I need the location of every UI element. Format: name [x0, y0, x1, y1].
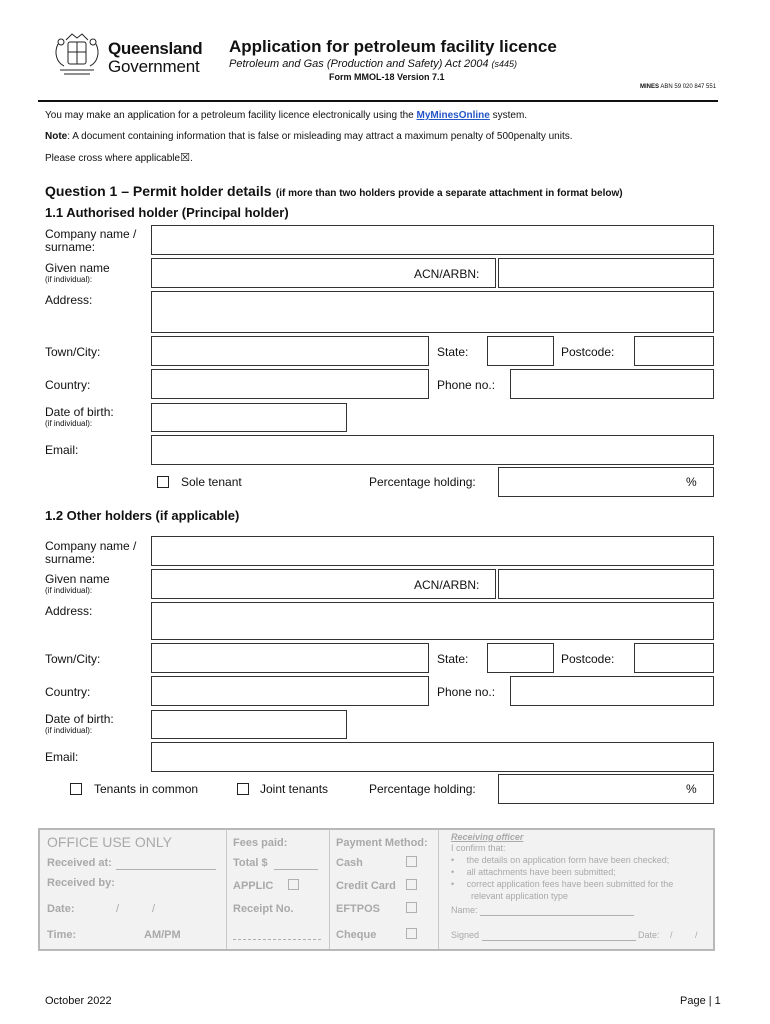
postcode-field-1-2[interactable]	[634, 643, 714, 673]
acn-field-1-2[interactable]	[498, 569, 714, 599]
company-label-1-2	[45, 540, 136, 566]
intro-text: You may make an application for a petroleum facility licence electronically using the	[45, 110, 414, 121]
company-label-line2: surname:	[45, 552, 96, 566]
given-label-sub: (if individual):	[45, 586, 93, 595]
dob-label-1-1	[45, 406, 114, 429]
country-field-1-2[interactable]	[151, 676, 429, 706]
office-title: OFFICE USE ONLY	[47, 834, 172, 850]
email-label-1-1: Email:	[45, 443, 79, 457]
address-label-1-1: Address:	[45, 293, 93, 307]
postcode-label-1-1: Postcode:	[561, 345, 615, 359]
given-label-1-2	[45, 573, 110, 596]
pct-field-1-1[interactable]	[498, 467, 714, 497]
eftpos-label: EFTPOS	[336, 903, 381, 915]
dob-field-1-1[interactable]	[151, 403, 347, 432]
email-field-1-2[interactable]	[151, 742, 714, 772]
time-label: Time:	[47, 929, 77, 941]
town-label-1-1: Town/City:	[45, 345, 101, 359]
pct-field-1-2[interactable]	[498, 774, 714, 804]
pct-label-1-1: Percentage holding:	[369, 475, 476, 489]
phone-field-1-2[interactable]	[510, 676, 714, 706]
intro-line	[45, 110, 527, 121]
total-line	[274, 869, 318, 870]
postcode-label-1-2: Postcode:	[561, 652, 615, 666]
postcode-field-1-1[interactable]	[634, 336, 714, 366]
address-field-1-2[interactable]	[151, 602, 714, 640]
company-name-field-1-1[interactable]	[151, 225, 714, 255]
pct-unit-1-2: %	[686, 782, 697, 796]
state-field-1-2[interactable]	[487, 643, 554, 673]
town-field-1-2[interactable]	[151, 643, 429, 673]
address-field-1-1[interactable]	[151, 291, 714, 333]
state-label-1-1: State:	[437, 345, 469, 359]
coat-of-arms-icon	[52, 30, 102, 78]
applic-label: APPLIC	[233, 880, 274, 892]
phone-label-1-2: Phone no.:	[437, 685, 496, 699]
brand-line-1: Queensland	[108, 39, 203, 58]
total-label: Total $	[233, 857, 268, 869]
dob-label-text: Date of birth:	[45, 712, 114, 726]
acn-label-1-2: ACN/ARBN:	[414, 578, 480, 592]
cheque-checkbox[interactable]	[406, 928, 417, 939]
ampm-label: AM/PM	[144, 929, 181, 941]
company-label-line2: surname:	[45, 240, 96, 254]
name-line	[480, 915, 634, 916]
note-label: Note	[45, 131, 68, 142]
act-name: Petroleum and Gas (Production and Safety) Act 2004	[229, 58, 489, 70]
brand-line-2: Government	[108, 57, 200, 76]
applic-checkbox[interactable]	[288, 879, 299, 890]
pct-unit-1-1: %	[686, 475, 697, 489]
dob-label-sub: (if individual):	[45, 726, 93, 735]
section-1-1-heading: 1.1 Authorised holder (Principal holder)	[45, 205, 289, 220]
date2-sep: / /	[670, 930, 698, 940]
section-1-2-heading: 1.2 Other holders (if applicable)	[45, 508, 240, 523]
signed-line	[482, 940, 636, 941]
act-reference	[229, 58, 517, 70]
question1-title: Question 1 – Permit holder details	[45, 183, 272, 199]
address-label-1-2: Address:	[45, 604, 93, 618]
company-label-line1: Company name /	[45, 227, 137, 241]
cheque-label: Cheque	[336, 929, 377, 941]
cross-instruction	[45, 151, 193, 164]
qld-government-logo	[52, 30, 212, 78]
footer-date: October 2022	[45, 995, 112, 1007]
given-label-sub: (if individual):	[45, 275, 93, 284]
myminesonline-link[interactable]: MyMinesOnline	[416, 110, 490, 121]
tenants-in-common-label: Tenants in common	[94, 782, 199, 796]
page-title: Application for petroleum facility licence	[229, 37, 557, 56]
header-rule	[38, 100, 718, 102]
dob-label-text: Date of birth:	[45, 405, 114, 419]
received-at-line	[116, 869, 216, 870]
cross-text: Please cross where applicable	[45, 153, 181, 164]
abn-prefix: MINES	[640, 84, 660, 90]
pct-label-1-2: Percentage holding:	[369, 782, 476, 796]
country-field-1-1[interactable]	[151, 369, 429, 399]
question1-note: (if more than two holders provide a separate attachment in format below)	[275, 188, 623, 199]
company-name-field-1-2[interactable]	[151, 536, 714, 566]
phone-field-1-1[interactable]	[510, 369, 714, 399]
email-label-1-2: Email:	[45, 750, 79, 764]
cross-end: .	[189, 153, 193, 164]
state-label-1-2: State:	[437, 652, 469, 666]
credit-card-label: Credit Card	[336, 880, 396, 892]
country-label-1-2: Country:	[45, 685, 91, 699]
dob-label-sub: (if individual):	[45, 419, 93, 428]
company-label-1-1	[45, 228, 136, 254]
name-label: Name:	[451, 905, 478, 915]
credit-card-checkbox[interactable]	[406, 879, 417, 890]
signed-label: Signed	[451, 930, 480, 940]
confirm-label: I confirm that:	[451, 843, 506, 853]
bullet-1: • the details on application form have been checked;	[451, 855, 670, 865]
cash-checkbox[interactable]	[406, 856, 417, 867]
crossed-box-icon: ☒	[180, 151, 190, 164]
office-divider	[226, 830, 227, 949]
bullet-2: • all attachments have been submitted;	[451, 867, 616, 877]
abn-number: ABN 59 020 847 551	[660, 84, 717, 90]
cash-label: Cash	[336, 857, 363, 869]
question1-heading	[45, 183, 623, 201]
intro-suffix: system.	[492, 110, 528, 121]
note-line	[45, 131, 573, 142]
payment-method-label: Payment Method:	[336, 837, 428, 849]
office-use-box	[38, 828, 715, 951]
joint-tenants-label: Joint tenants	[260, 782, 329, 796]
bullet-3-text: correct application fees have been submitted for the	[466, 879, 674, 889]
sole-tenant-label: Sole tenant	[181, 475, 242, 489]
office-divider	[438, 830, 439, 949]
act-section: (s445)	[491, 59, 518, 69]
tenants-in-common-checkbox[interactable]	[70, 783, 82, 795]
town-field-1-1[interactable]	[151, 336, 429, 366]
joint-tenants-checkbox[interactable]	[237, 783, 249, 795]
given-label-text: Given name	[45, 261, 110, 275]
country-label-1-1: Country:	[45, 378, 91, 392]
email-field-1-1[interactable]	[151, 435, 714, 465]
received-by-label: Received by:	[47, 877, 115, 889]
town-label-1-2: Town/City:	[45, 652, 101, 666]
fees-paid-label: Fees paid:	[233, 837, 288, 849]
acn-label-1-1: ACN/ARBN:	[414, 267, 480, 281]
received-at-label: Received at:	[47, 857, 112, 869]
eftpos-checkbox[interactable]	[406, 902, 417, 913]
bullet-1-text: the details on application form have been checked;	[466, 855, 670, 865]
receiving-officer-label: Receiving officer	[451, 832, 524, 842]
form-id: Form MMOL-18 Version 7.1	[329, 72, 445, 82]
receipt-line	[233, 939, 321, 940]
bullet-3: • correct application fees have been submitted for the	[451, 879, 674, 889]
sole-tenant-checkbox[interactable]	[157, 476, 169, 488]
state-field-1-1[interactable]	[487, 336, 554, 366]
date-sep-1: /	[116, 903, 120, 915]
note-text: : A document containing information that is false or misleading may attract a maximum penalty of 500penalty units.	[67, 131, 573, 142]
company-label-line1: Company name /	[45, 539, 137, 553]
footer-page: Page | 1	[680, 995, 721, 1007]
date-sep-2: /	[152, 903, 156, 915]
date-label: Date:	[47, 903, 75, 915]
bullet-3b: relevant application type	[471, 891, 569, 901]
given-label-1-1	[45, 262, 110, 285]
office-divider	[329, 830, 330, 949]
dob-label-1-2	[45, 713, 114, 736]
abn-label	[640, 84, 716, 90]
dob-field-1-2[interactable]	[151, 710, 347, 739]
acn-field-1-1[interactable]	[498, 258, 714, 288]
bullet-2-text: all attachments have been submitted;	[466, 867, 616, 877]
phone-label-1-1: Phone no.:	[437, 378, 496, 392]
receipt-no-label: Receipt No.	[233, 903, 294, 915]
date2-label: Date:	[638, 930, 660, 940]
given-label-text: Given name	[45, 572, 110, 586]
